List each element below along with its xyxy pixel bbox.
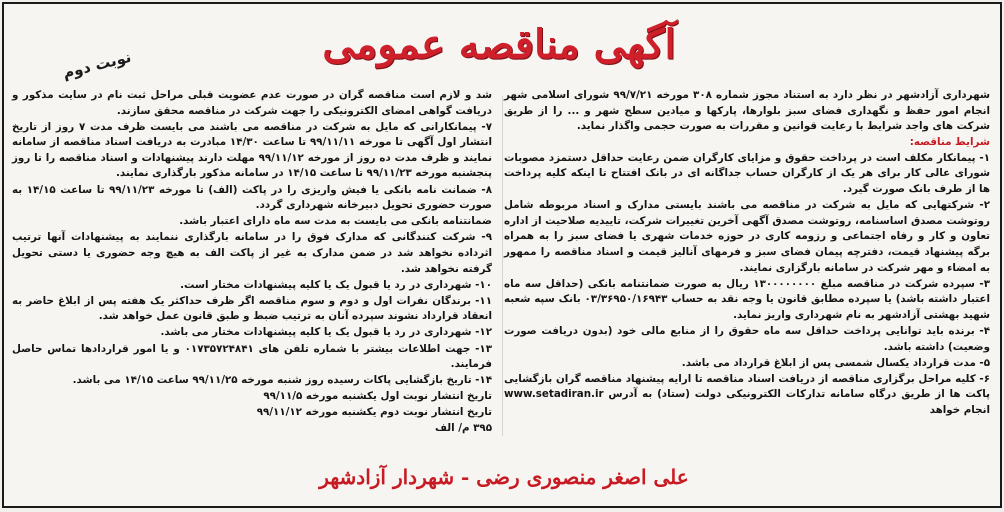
publish-date-second: تاریخ انتشار نوبت دوم یکشنبه مورخه ۹۹/۱۱/۱۲	[256, 406, 492, 419]
notice-page	[2, 2, 1002, 508]
condition-item: ۲- شرکتهایی که مایل به شرکت در مناقصه می باشند بایستی مدارک و اسناد مربوطه شامل روتوشت مصدق اساسنامه، روتوشت مصدق آگهی آخرین تغییرات شرکت، تاییدیه صلاحیت از اداره تعاون و کار و رفاه اجتماعی و رزومه کاری در حوزه خدمات شهری یا فضای سبز را به همراه برگه پیشنهاد قیمت، دفترچه پیمان فضای سبز و فرمهای آنالیز قیمت و اسناد مناقصه را ممهور به امضاء و مهر شرکت در سامانه بارگزاری نمایند.	[504, 199, 990, 274]
condition-item: ۸- ضمانت نامه بانکی یا فیش واریزی را در پاکت (الف) تا مورخه ۹۹/۱۱/۲۳ تا ساعت ۱۴/۱۵ به صورت حضوری تحویل دبیرخانه شهرداری گردد.	[12, 183, 492, 212]
condition-item: ۴- برنده باید توانایی پرداخت حداقل سه ماه حقوق را از منابع مالی خود (بدون دریافت صورت وضعیت) داشته باشد.	[504, 324, 990, 353]
signature-line: علی اصغر منصوری رضی - شهردار آزادشهر	[319, 465, 689, 489]
conditions-heading: شرایط مناقصه:	[909, 136, 990, 149]
round-label: نوبت دوم	[60, 47, 133, 83]
condition-item: ۵- مدت قرارداد یکسال شمسی پس از ابلاغ قرارداد می باشد.	[681, 356, 990, 369]
condition-item: ضمانتنامه بانکی می بایست به مدت سه ماه دارای اعتبار باشد.	[179, 215, 492, 228]
column-divider	[502, 96, 503, 436]
condition-item: ۳- سپرده شرکت در مناقصه مبلغ ۱۳۰۰۰۰۰۰۰۰ ریال به صورت ضمانتنامه بانکی (حداقل سه ماه اعتبار داشته باشد) یا سپرده مطابق قانون یا وجه نقد به حساب ۰۳/۳۶۹۵۰/۱۶۹۴۳ بانک سپه شعبه شهید بهشتی آزادشهر به نام شهرداری واریز نماید.	[504, 277, 990, 321]
continued-paragraph: شد و لازم است مناقصه گران در صورت عدم عضویت قبلی مراحل ثبت نام در سایت مذکور و دریافت گواهی امضای الکترونیکی را جهت شرکت در مناقصه محقق سازند.	[12, 89, 492, 117]
condition-item: ۱۰- شهرداری در رد یا قبول یک یا کلیه پیشنهادات مختار است.	[180, 278, 492, 291]
condition-item: ۷- پیمانکارانی که مایل به شرکت در مناقصه می باشند می بایست ظرف مدت ۷ روز از تاریخ انتشار اول آگهی تا مورخه ۹۹/۱۱/۱۱ تا ساعت ۱۴/۳۰ مبادرت به دریافت اسناد مناقصه از سامانه نمایند و ظرف مدت ده روز از مورخه ۹۹/۱۱/۱۲ مهلت دارند پیشنهادات و اسناد مناقصه را تا روز پنجشنبه مورخه ۹۹/۱۱/۲۳ تا ساعت ۱۴/۱۵ در سامانه مذکور بارگذاری نمایند.	[12, 120, 493, 180]
condition-item: ۱۳- جهت اطلاعات بیشتر با شماره تلفن های ۰۱۷۳۵۷۲۴۸۴۱ و یا امور قراردادها تماس حاصل فرمایند.	[12, 342, 492, 371]
intro-paragraph: شهرداری آزادشهر در نظر دارد به استناد مجوز شماره ۳۰۸ مورخه ۹۹/۷/۲۱ شورای اسلامی شهر انجام امور حفظ و نگهداری فضای سبز بلوارها، پارکها و میادین سطح شهر و ... را از طریق شرکت های واجد شرایط با رعایت قوانین و مقررات به صورت حجمی واگذار نماید.	[504, 89, 990, 133]
publish-date-first: تاریخ انتشار نوبت اول یکشنبه مورخه ۹۹/۱۱/۵	[263, 390, 492, 403]
notice-title: آگهی مناقصه عمومی	[322, 20, 676, 68]
condition-item: ۶- کلیه مراحل برگزاری مناقصه از دریافت اسناد مناقصه تا ارایه پیشنهاد مناقصه گران بازگشایی پاکت ها از طریق درگاه سامانه تدارکات الکترونیکی دولت (ستاد) به آدرس www.setadiran.ir انجام خواهد	[504, 372, 990, 416]
title-banner	[304, 12, 694, 76]
condition-item: ۱۲- شهرداری در رد یا قبول یک یا کلیه پیشنهادات مختار می باشد.	[160, 326, 492, 339]
left-column	[12, 88, 492, 438]
reference-number: ۳۹۵ م/ الف	[435, 422, 492, 435]
condition-item: ۱۱- برندگان نفرات اول و دوم و سوم مناقصه اگر ظرف حداکثر یک هفته پس از ابلاغ حاضر به انعقاد قرارداد نشوند سپرده آنان به ترتیب ضبط و طبق قانون عمل خواهد شد.	[12, 294, 492, 323]
condition-item: ۹- شرکت کنندگانی که مدارک فوق را در سامانه بارگذاری ننمایند به پیشنهادات آنها ترتیب اثرداده نخواهد شد در ضمن مدارک به غیر از پاکت الف به هیچ وجه حضوری یا دستی تحویل گرفته نخواهد شد.	[12, 231, 492, 275]
right-column	[504, 88, 990, 419]
condition-item: ۱۴- تاریخ بازگشایی پاکات رسیده روز شنبه مورخه ۹۹/۱۱/۲۵ ساعت ۱۴/۱۵ می باشد.	[72, 374, 492, 387]
condition-item: ۱- پیمانکار مکلف است در پرداخت حقوق و مزایای کارگران ضمن رعایت حداقل دستمزد مصوبات شورای عالی کار برای هر یک از کارگران حساب جداگانه ای در بانک افتتاح تا اینکه کلیه پرداخت ها از طرف بانک صورت گیرد.	[504, 151, 990, 196]
footer-banner	[304, 460, 704, 494]
